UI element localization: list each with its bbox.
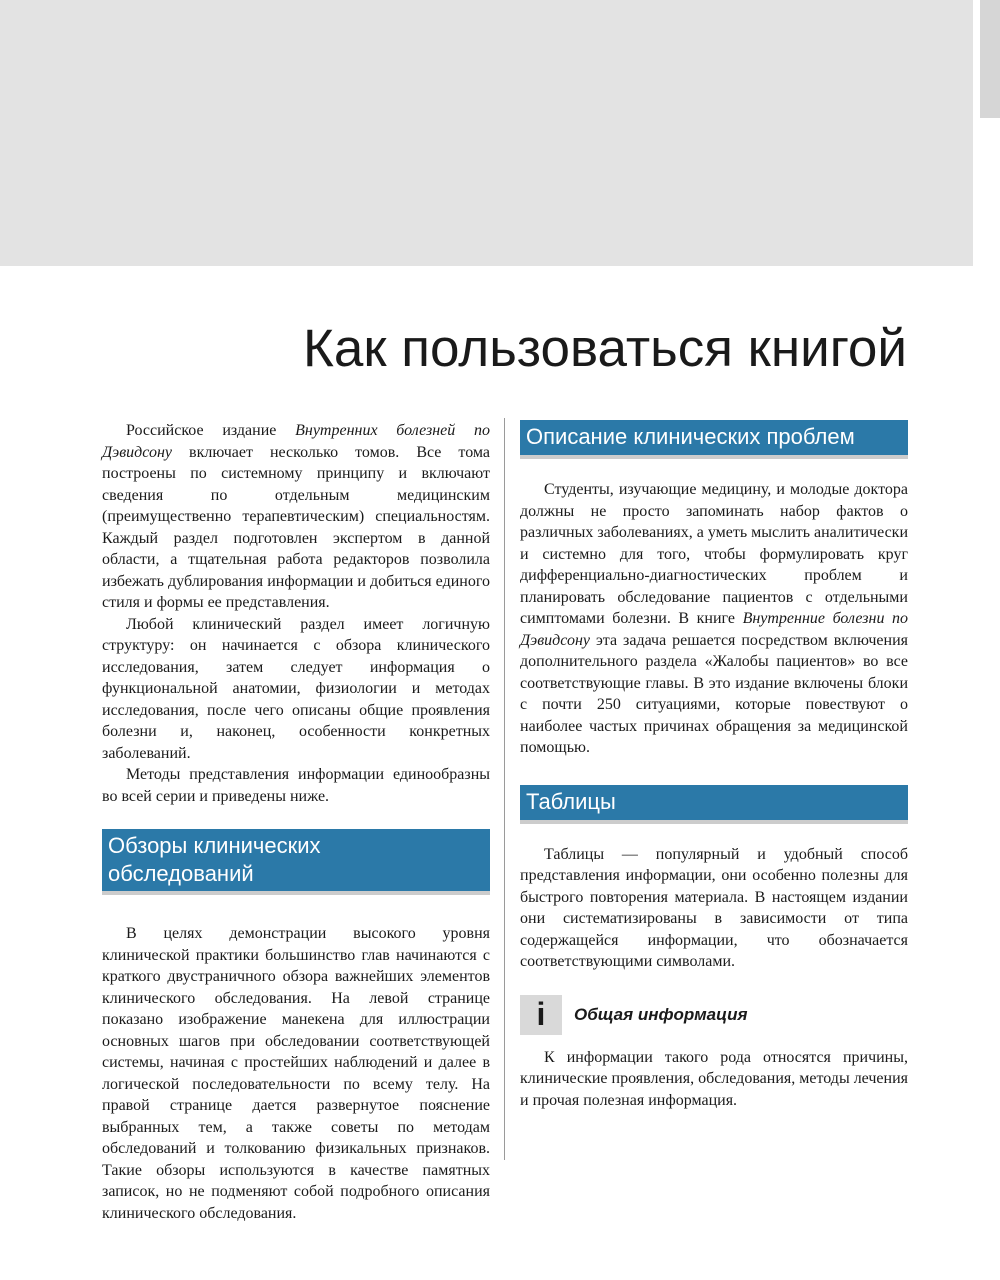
left-column: [102, 420, 490, 1224]
heading-line-1: Обзоры клинических: [108, 833, 321, 858]
intro-paragraph-1: [102, 420, 490, 614]
intro-p1-text: Российское издание: [126, 422, 296, 439]
column-divider: [504, 418, 505, 1160]
intro-paragraph-3: Методы представления информации единообразны во всей серии и приведены ниже.: [102, 766, 490, 805]
info-paragraph: К информации такого рода относятся причины, клинические проявления, обследования, методы лечения и прочая полезная информация.: [520, 1048, 909, 1109]
info-block-title: Общая информация: [574, 1004, 748, 1024]
intro-paragraph-2: Любой клинический раздел имеет логичную структуру: он начинается с обзора клинического исследования, затем следует информация о функциональной анатомии, физиологии и методах исследования, после чего описаны общие проявления болезни и, наконец, особенности конкретных заболеваний.: [102, 615, 490, 762]
problems-text-cont: эта задача решается посредством включения дополнительного раздела «Жалобы пациентов» во все соответствующие главы. В это издание включены блоки с почти 250 ситуациями, которые повествуют о наиболее частых причинах обращения за медицинской помощью.: [520, 631, 908, 756]
header-band: [0, 0, 973, 266]
book-title-italic-2: Внутренние болезни по Дэвидсону: [520, 610, 909, 649]
page-title: Как пользоваться книгой: [303, 319, 907, 378]
problems-paragraph: [520, 479, 908, 759]
right-column: [520, 420, 908, 1111]
reviews-paragraph: В целях демонстрации высокого уровня клинической практики большинство глав начинаются с краткого двустраничного обзора важнейших элементов клинического обследования. На левой странице показано изображение манекена для иллюстрации основных шагов при обследовании соответствующей системы, начиная с простейших наблюдений и далее в логической последовательности по всему телу. На правой странице дается развернутое пояснение выбранных тем, а также советы по методам обследований и толкованию физикальных признаков. Такие обзоры используются в качестве памятных записок, но не подменяют собой подробного описания клинического обследования.: [102, 925, 490, 1222]
tables-paragraph: Таблицы — популярный и удобный способ представления информации, они особенно полезны для быстрого повторения материала. В настоящем издании они систематизированы в зависимости от типа содержащейся информации, что обозначается соответствующими символами.: [520, 845, 908, 970]
book-title-italic: Внутренних болезней по Дэвидсону: [102, 422, 490, 461]
info-icon: i: [520, 995, 562, 1035]
heading-line-2: обследований: [108, 861, 254, 886]
page-edge-tab: [980, 0, 1000, 118]
problems-text: Студенты, изучающие медицину, и молодые доктора должны не просто запоминать набор фактов о различных заболеваниях, а уметь мыслить аналитически и системно для того, чтобы формулировать круг дифференциально-диагностических проблем и планировать обследование пациентов с отдельными симптомами болезни. В книге: [520, 481, 908, 627]
section-heading-reviews: [102, 829, 490, 895]
section-heading-tables: Таблицы: [520, 785, 908, 824]
intro-p1-text-cont: включает несколько томов. Все тома построены по системному принципу и включают сведения по отдельным медицинским (преимущественно терапевтическим) специальностям. Каждый раздел подготовлен экспертом в данной области, а тщательная работа редакторов позволила избежать дублирования информации и добиться единого стиля и формы ее представления.: [102, 443, 490, 611]
section-heading-problems: Описание клинических проблем: [520, 420, 908, 459]
info-block-header: [520, 995, 908, 1035]
